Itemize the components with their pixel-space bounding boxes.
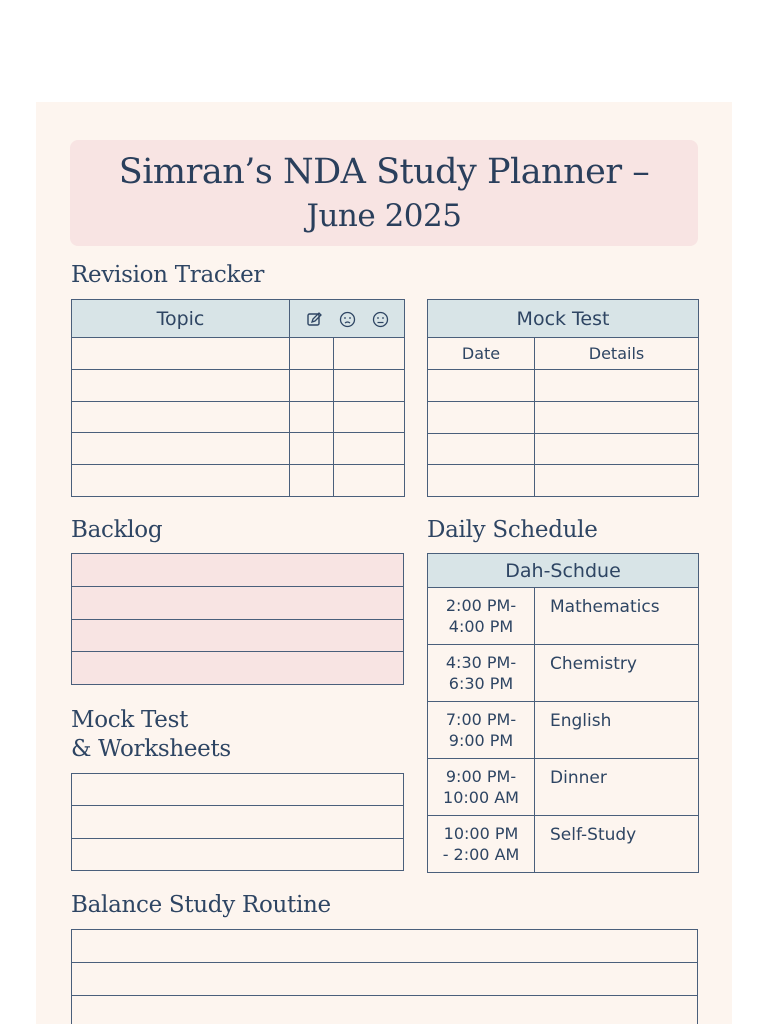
table-row: [428, 433, 699, 465]
mock-test-header: Mock Test: [428, 300, 699, 338]
backlog-table: [71, 553, 404, 685]
table-row: [72, 930, 698, 963]
table-row: [72, 652, 404, 685]
mock-test-table: [427, 299, 699, 497]
worksheets-table: [71, 773, 404, 871]
balance-routine-heading: Balance Study Routine: [71, 892, 331, 918]
time-cell: 4:30 PM- 6:30 PM: [428, 645, 535, 702]
details-header: Details: [535, 338, 699, 370]
activity-cell: Self-Study: [535, 816, 699, 873]
activity-cell: English: [535, 702, 699, 759]
table-row: [428, 588, 699, 645]
balance-routine-table: [71, 929, 698, 1024]
table-row: [428, 401, 699, 433]
revision-tracker-heading: Revision Tracker: [71, 262, 265, 288]
topic-header: Topic: [72, 300, 290, 338]
time-cell: 9:00 PM- 10:00 AM: [428, 759, 535, 816]
activity-cell: Mathematics: [535, 588, 699, 645]
table-row: [72, 369, 405, 401]
table-row: [428, 759, 699, 816]
table-row: [428, 702, 699, 759]
table-row: [72, 963, 698, 996]
backlog-heading: Backlog: [71, 517, 163, 543]
edit-icon: [306, 311, 323, 328]
date-header: Date: [428, 338, 535, 370]
time-cell: 7:00 PM- 9:00 PM: [428, 702, 535, 759]
activity-cell: Chemistry: [535, 645, 699, 702]
table-row: [72, 338, 405, 370]
table-row: [428, 816, 699, 873]
page-title: Simran’s NDA Study Planner –: [118, 152, 650, 192]
sad-face-icon: [372, 311, 389, 328]
time-cell: 2:00 PM- 4:00 PM: [428, 588, 535, 645]
worksheets-heading: Mock Test & Worksheets: [71, 707, 231, 762]
daily-schedule-heading: Daily Schedule: [427, 517, 598, 543]
table-row: [428, 465, 699, 497]
table-row: [72, 586, 404, 619]
schedule-header: Dah-Schdue: [428, 554, 699, 588]
status-icons-header: [290, 300, 405, 338]
table-row: [72, 619, 404, 652]
time-cell: 10:00 PM - 2:00 AM: [428, 816, 535, 873]
table-row: [72, 806, 404, 838]
table-row: [428, 645, 699, 702]
activity-cell: Dinner: [535, 759, 699, 816]
table-row: [72, 465, 405, 497]
table-row: [428, 370, 699, 402]
revision-tracker-table: [71, 299, 405, 497]
daily-schedule-table: [427, 553, 699, 873]
table-row: [72, 774, 404, 806]
table-row: [72, 433, 405, 465]
table-row: [72, 554, 404, 587]
table-row: [72, 401, 405, 433]
table-row: [72, 838, 404, 870]
table-row: [72, 996, 698, 1024]
page-subtitle: June 2025: [306, 198, 462, 234]
neutral-face-icon: [339, 311, 356, 328]
